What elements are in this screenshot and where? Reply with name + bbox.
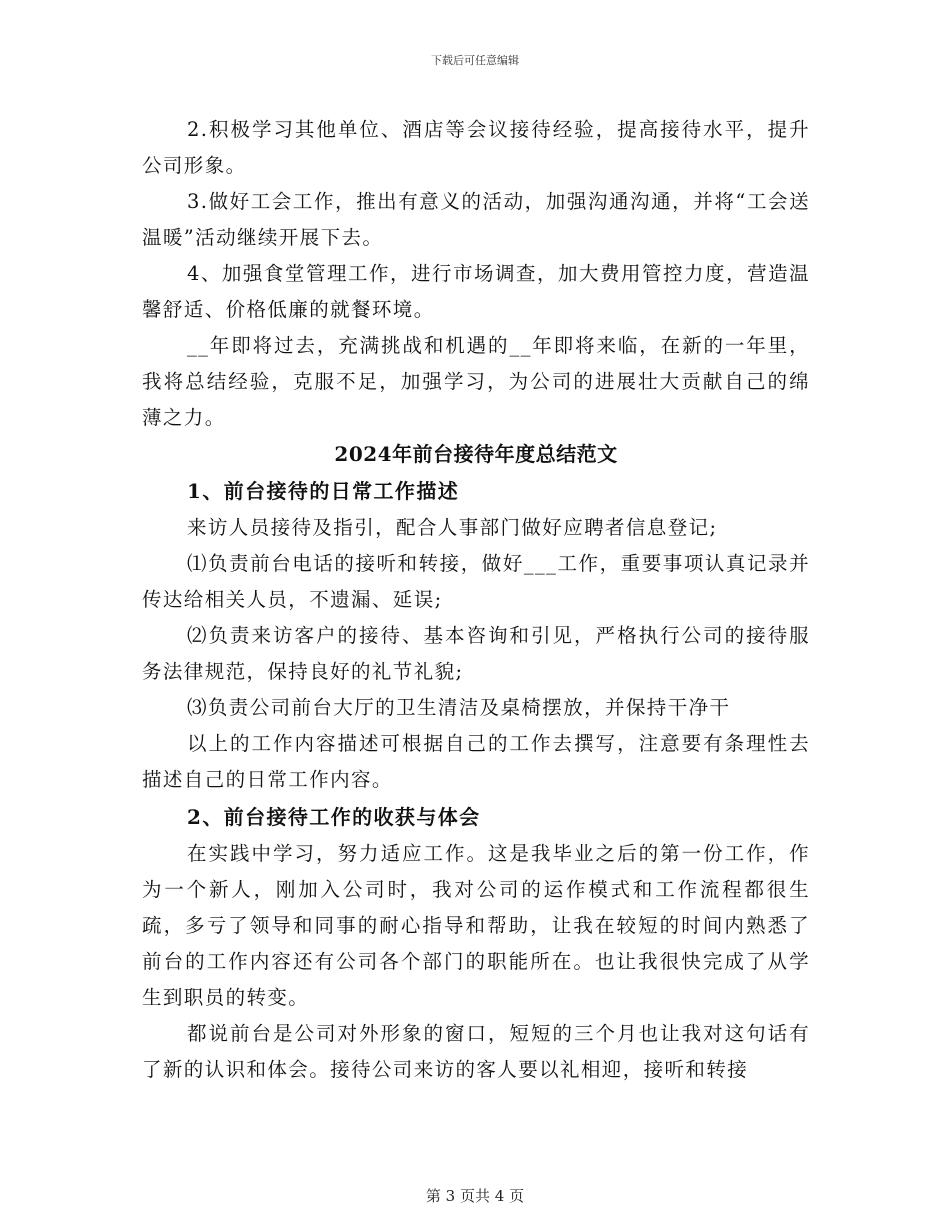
heading-daily-work: 1、前台接待的日常工作描述 [187, 479, 460, 503]
paragraph-closing: __年即将过去，充满挑战和机遇的__年即将来临，在新的一年里，我将总结经验，克服不足，加强学习，为公司的进展壮大贡献自己的绵薄之力。 [142, 334, 810, 429]
paragraph-item-2: 2.积极学习其他单位、酒店等会议接待经验，提高接待水平，提升公司形象。 [142, 118, 810, 177]
paragraph-hall-cleaning: ⑶负责公司前台大厅的卫生清洁及桌椅摆放，并保持干净干 [187, 696, 731, 719]
paragraph-writing-note: 以上的工作内容描述可根据自己的工作去撰写，注意要有条理性去描述自己的日常工作内容。 [142, 732, 810, 791]
paragraph-client-reception: ⑵负责来访客户的接待、基本咨询和引见，严格执行公司的接待服务法律规范，保持良好的礼节礼貌; [142, 624, 810, 683]
paragraph-item-3: 3.做好工会工作，推出有意义的活动，加强沟通沟通，并将“工会送温暖”活动继续开展下去。 [142, 190, 810, 249]
paragraph-front-desk-window: 都说前台是公司对外形象的窗口，短短的三个月也让我对这句话有了新的认识和体会。接待公司来访的客人要以礼相迎，接听和转接 [142, 1022, 810, 1081]
paragraph-visitor-reception: 来访人员接待及指引，配合人事部门做好应聘者信息登记; [187, 516, 718, 539]
page-footer: 第 3 页共 4 页 [425, 1187, 525, 1205]
paragraph-item-4: 4、加强食堂管理工作，进行市场调查，加大费用管控力度，营造温馨舒适、价格低廉的就餐环境。 [142, 262, 810, 321]
heading-gains: 2、前台接待工作的收获与体会 [187, 805, 481, 829]
page-header: 下载后可任意编辑 [431, 54, 519, 67]
section-title: 2024年前台接待年度总结范文 [334, 442, 618, 466]
paragraph-learning: 在实践中学习，努力适应工作。这是我毕业之后的第一份工作，作为一个新人，刚加入公司时，我对公司的运作模式和工作流程都很生疏，多亏了领导和同事的耐心指导和帮助，让我在较短的时间内熟悉了前台的工作内容还有公司各个部门的职能所在。也让我很快完成了从学生到职员的转变。 [142, 842, 810, 1009]
paragraph-phone-duty: ⑴负责前台电话的接听和转接，做好___工作，重要事项认真记录并传达给相关人员，不遗漏、延误; [142, 552, 810, 611]
document-body [142, 112, 810, 1088]
